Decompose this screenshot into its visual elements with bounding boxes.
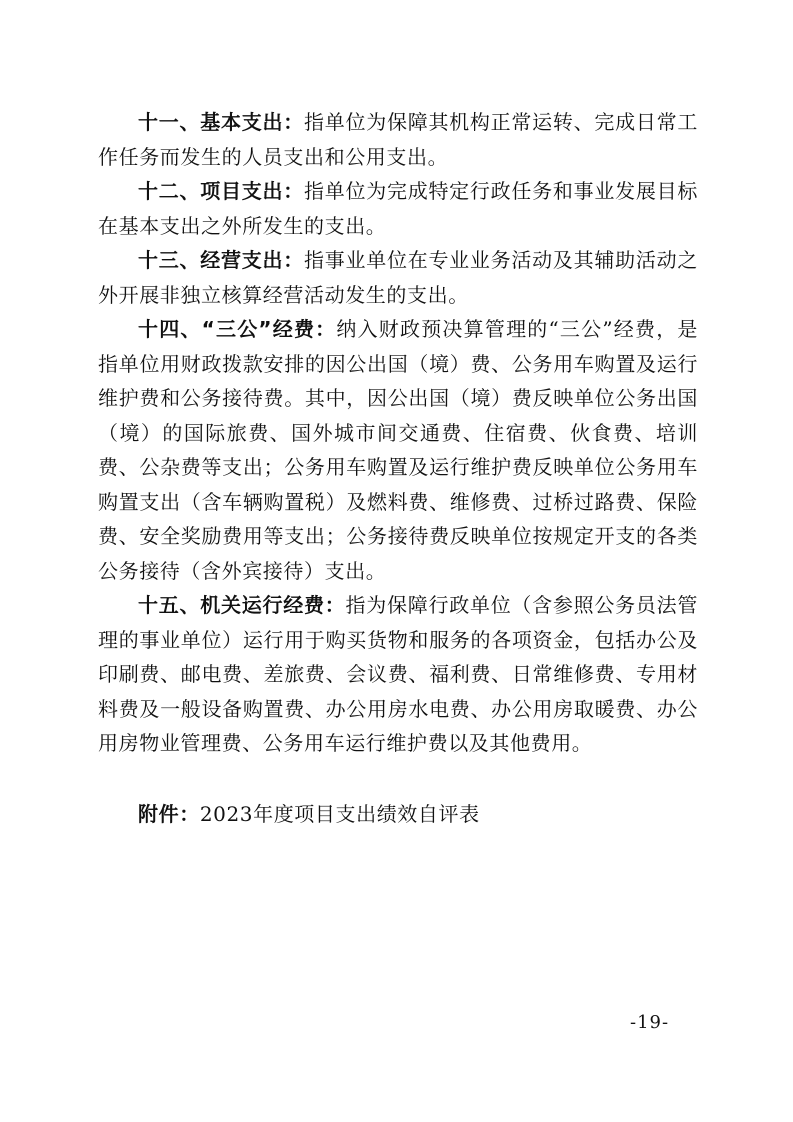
- definition-text: 指单位为完成特定行政任务和事业发展目标在基本支出之外所发生的支出。: [98, 179, 698, 238]
- definition-paragraph-operating-expenditure: [98, 243, 698, 312]
- definition-text: 指单位为保障其机构正常运转、完成日常工作任务而发生的人员支出和公用支出。: [98, 110, 698, 169]
- definition-text: 指为保障行政单位（含参照公务员法管理的事业单位）运行用于购买货物和服务的各项资金，包括办公及印刷费、邮电费、差旅费、会议费、福利费、日常维修费、专用材料费及一般设备购置费、办公用房水电费、办公用房取暖费、办公用房物业管理费、公务用车运行维护费以及其他费用。: [98, 593, 699, 755]
- term-label: 十二、项目支出：: [138, 179, 304, 203]
- definition-paragraph-three-public-expenses: [98, 312, 698, 588]
- attachment-label: 附件：: [138, 802, 200, 826]
- document-body: [98, 105, 698, 761]
- term-label: 十四、“三公”经费：: [138, 317, 337, 341]
- definition-text: 指事业单位在专业业务活动及其辅助活动之外开展非独立核算经营活动发生的支出。: [98, 248, 698, 307]
- definition-paragraph-agency-operating-expenses: [98, 588, 698, 761]
- page-number: -19-: [630, 1012, 670, 1033]
- term-label: 十一、基本支出：: [138, 110, 304, 134]
- attachment-line: [138, 797, 480, 831]
- term-label: 十五、机关运行经费：: [138, 593, 346, 617]
- definition-text: 纳入财政预决算管理的“三公”经费，是指单位用财政拨款安排的因公出国（境）费、公务用车购置及运行维护费和公务接待费。其中，因公出国（境）费反映单位公务出国（境）的国际旅费、国外城市间交通费、住宿费、伙食费、培训费、公杂费等支出；公务用车购置及运行维护费反映单位公务用车购置支出（含车辆购置税）及燃料费、维修费、过桥过路费、保险费、安全奖励费用等支出；公务接待费反映单位按规定开支的各类公务接待（含外宾接待）支出。: [98, 317, 698, 583]
- term-label: 十三、经营支出：: [138, 248, 304, 272]
- definition-paragraph-project-expenditure: [98, 174, 698, 243]
- attachment-title: 2023年度项目支出绩效自评表: [199, 802, 480, 826]
- definition-paragraph-basic-expenditure: [98, 105, 698, 174]
